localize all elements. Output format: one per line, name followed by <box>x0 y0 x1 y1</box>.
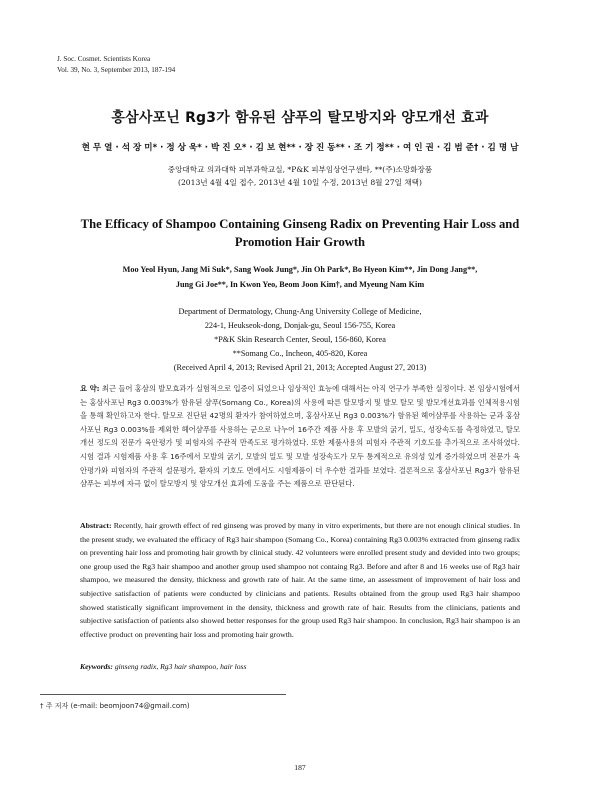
korean-affiliation <box>40 163 560 189</box>
affiliation-line: *P&K Skin Research Center, Seoul, 156-860, Korea <box>214 335 386 344</box>
english-authors <box>60 262 540 292</box>
korean-title: 홍삼사포닌 Rg3가 함유된 샴푸의 탈모방지와 양모개선 효과 <box>111 110 489 126</box>
journal-volume: Vol. 39, No. 3, September 2013, 187-194 <box>57 66 176 74</box>
affiliation-line: Department of Dermatology, Chung-Ang University College of Medicine, <box>178 307 422 316</box>
keywords-text: ginseng radix, Rg3 hair shampoo, hair loss <box>114 662 247 671</box>
journal-header <box>57 54 175 76</box>
english-title: The Efficacy of Shampoo Containing Ginseng Radix on Preventing Hair Loss and Promotion Hair Growth <box>80 217 520 249</box>
english-authors-line: Moo Yeol Hyun, Jang Mi Suk*, Sang Wook Jung*, Jin Oh Park*, Bo Hyeon Kim**, Jin Dong Jang**, <box>122 265 478 274</box>
english-abstract <box>80 519 520 641</box>
korean-abstract-text: 최근 들어 홍삼의 발모효과가 실험적으로 입증이 되었으나 임상적인 효능에 대해서는 아직 연구가 부족한 실정이다. 본 임상시험에서는 홍삼사포닌 Rg3 0.003%가 함유된 샴푸(Somang Co., Korea)의 사용에 따른 탈모방지 및 발모 탈모 및 발모개선효과를 인체적용시험을 통해 확인하고자 한다. 탈모로 진단된 42명의 환자가 참여하였으며, 홍삼사포닌 Rg3 0.003%가 함유된 헤어샴푸를 사용하는 군과 홍삼사포닌 Rg3 0.003%를 제외한 헤어샴푸를 사용하는 군으로 나누어 16주간 제품 사용 후 모발의 굵기, 밀도, 성장속도를 측정하였고, 탈모 개선 정도의 전문가 육안평가 및 피험자의 주관적 만족도로 평가하였다. 또한 제품사용의 피험자 주관적 기호도를 추가적으로 조사하였다. 시험 결과 시험제품 사용 후 16주에서 모발의 굵기, 모발의 밀도 및 모발 성장속도가 모두 통계적으로 유의성 있게 증가하였으며 전문가 육안평가와 피험자의 주관적 설문평가, 환자의 기호도 면에서도 시험제품이 더 우수한 결과를 보였다. 결론적으로 홍삼사포닌 Rg3가 함유된 샴푸는 피부에 자극 없이 탈모방지 및 양모개선 효과에 도움을 주는 제품으로 판단된다. <box>80 384 520 489</box>
korean-abstract <box>80 382 520 491</box>
english-authors-line: Jung Gi Joe**, In Kwon Yeo, Beom Joon Kim†, and Myeung Nam Kim <box>175 280 425 289</box>
footnote-divider <box>40 694 286 695</box>
keywords-label: Keywords: <box>80 662 113 671</box>
korean-dates-line: (2013년 4월 4일 접수, 2013년 4월 10일 수정, 2013년 8월 27일 채택) <box>178 178 422 187</box>
affiliation-line: 224-1, Heukseok-dong, Donjak-gu, Seoul 156-755, Korea <box>204 321 396 330</box>
received-dates: (Received April 4, 2013; Revised April 21, 2013; Accepted August 27, 2013) <box>173 363 427 372</box>
english-abstract-text: Recently, hair growth effect of red ginseng was proved by many in vitro experiments, but there are not enough clinical studies. In the present study, we evaluated the efficacy of Rg3 hair shampoo (Somang Co., Korea) containing Rg3 0.003% extracted from ginseng radix on preventing hair loss and promoting hair growth by clinical study. 42 volunteers were enrolled present study and devided into two groups; one group used the Rg3 hair shampoo and another group used shampoo not containg Rg3. Before and after 8 and 16 weeks use of Rg3 hair shampoo, we measured the density, thickness and growth rate of hair. At the same time, an assessment of improvement of hair loss and subjective satisfaction of patients were conducted by clinicians and patients. Results obtained from the group used Rg3 hair shampoo showed statistically significant improvement in the density, thickness and growth rate of hair. Results from the clinicians, patients and subjective satisfaction of patients also showed better responses for the group used Rg3 hair shampoo. In conclusion, Rg3 hair shampoo is an effective product on preventing hair loss and promoting hair growth. <box>80 521 520 639</box>
korean-affiliation-line: 중앙대학교 의과대학 피부과학교실, *P&K 피부임상연구센타, **(주)소망화장품 <box>167 165 433 174</box>
english-affiliation <box>60 305 540 375</box>
journal-name: J. Soc. Cosmet. Scientists Korea <box>57 55 151 63</box>
korean-abstract-label: 요 약: <box>80 384 100 393</box>
corresponding-author-footnote: † 주 저자 (e-mail: beomjoon74@gmail.com) <box>40 702 190 710</box>
english-abstract-label: Abstract: <box>80 521 112 530</box>
korean-authors: 현 무 열 · 석 장 미* · 정 상 욱* · 박 진 오* · 김 보 현** · 장 진 동** · 조 기 정** · 여 인 권 · 김 범 준† · 김 명 남 <box>81 143 519 153</box>
keywords <box>80 662 520 671</box>
page-number: 187 <box>294 763 306 772</box>
affiliation-line: **Somang Co., Incheon, 405-820, Korea <box>232 349 368 358</box>
